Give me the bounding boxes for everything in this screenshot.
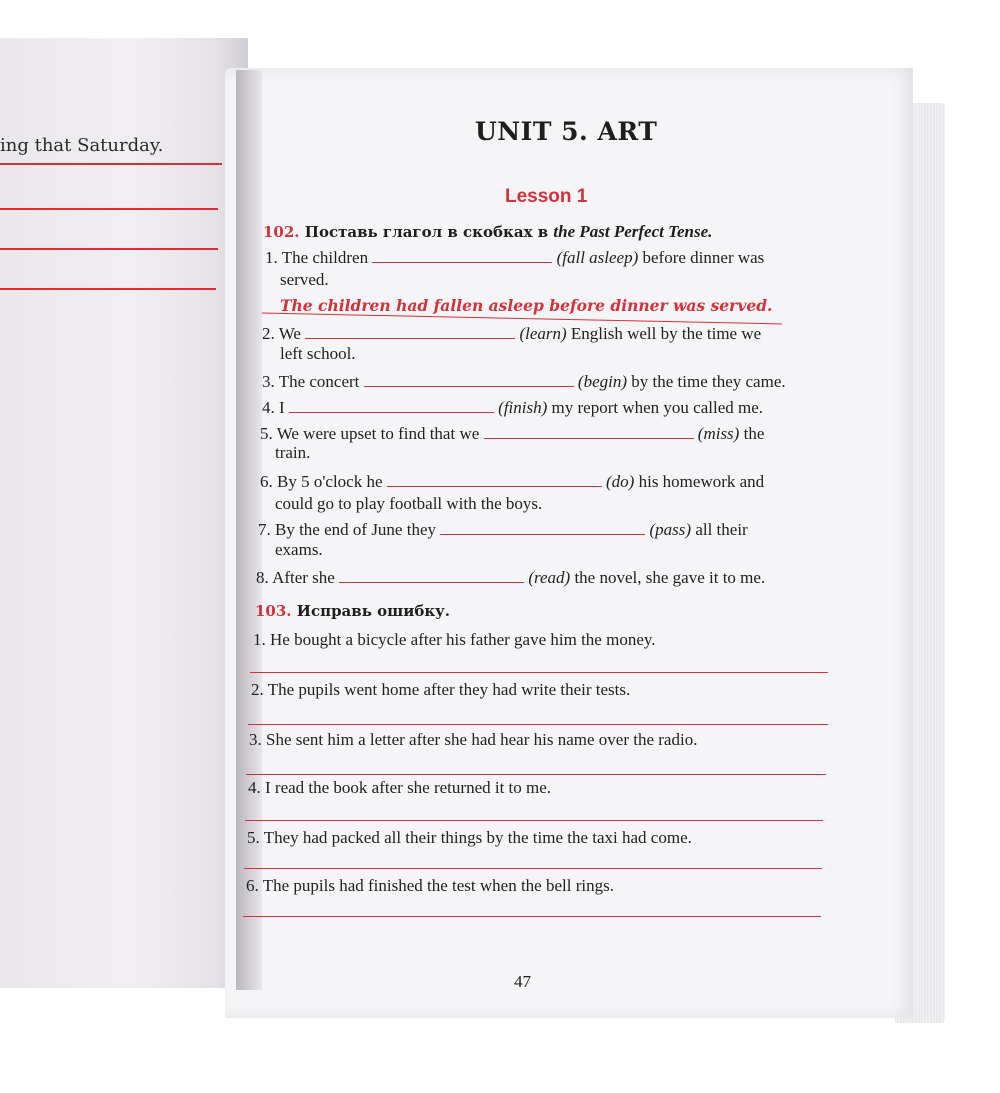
item-number: 1. — [253, 630, 266, 649]
page-number: 47 — [514, 972, 531, 991]
task-instruction: Поставь глагол в скобках в — [304, 223, 549, 241]
item-continuation: left school. — [280, 344, 356, 363]
item-text: The pupils went home after they had write their tests. — [267, 680, 631, 699]
verb-hint: (do) — [606, 472, 635, 491]
verb-hint: (begin) — [577, 372, 627, 391]
item-text: my report when you called me. — [551, 398, 764, 417]
item-text: English well by the time we — [570, 324, 762, 343]
item-text: After she — [272, 568, 335, 587]
item-text: By 5 o'clock he — [277, 472, 383, 491]
answer-line — [0, 248, 218, 250]
fill-blank[interactable] — [339, 566, 524, 583]
item-text: I — [279, 398, 285, 417]
exercise-item — [260, 470, 764, 492]
verb-hint: (read) — [528, 568, 571, 587]
answer-line — [0, 288, 216, 290]
item-number: 6. — [260, 472, 273, 491]
item-number: 2. — [262, 324, 275, 343]
item-text: The pupils had finished the test when the bell rings. — [262, 876, 614, 895]
item-continuation: served. — [280, 270, 329, 289]
item-text: by the time they came. — [631, 372, 786, 391]
item-text: The concert — [278, 372, 360, 391]
exercise-item — [246, 876, 614, 896]
exercise-item — [262, 322, 761, 344]
item-number: 6. — [246, 876, 259, 895]
item-text: The children — [281, 248, 369, 267]
item-text: We were upset to find that we — [276, 424, 480, 443]
answer-line — [0, 208, 218, 210]
unit-title: UNIT 5. ART — [475, 117, 658, 146]
item-text: They had packed all their things by the time the taxi had come. — [263, 828, 692, 847]
answer-line[interactable] — [250, 672, 828, 673]
sample-answer: The children had fallen asleep before dinner was served. — [280, 296, 773, 315]
item-number: 5. — [247, 828, 260, 847]
item-number: 4. — [262, 398, 275, 417]
item-number: 8. — [256, 568, 269, 587]
fill-blank[interactable] — [289, 396, 494, 413]
task-103-header — [255, 602, 450, 620]
fill-blank[interactable] — [484, 422, 694, 439]
fill-blank[interactable] — [372, 246, 552, 263]
verb-hint: (pass) — [649, 520, 692, 539]
item-text: all their — [695, 520, 748, 539]
verb-hint: (fall asleep) — [556, 248, 639, 267]
item-number: 3. — [249, 730, 262, 749]
left-page-text: ing that Saturday. — [0, 135, 164, 156]
exercise-item — [262, 396, 763, 418]
answer-line[interactable] — [245, 820, 823, 821]
item-text: She sent him a letter after she had hear his name over the radio. — [266, 730, 698, 749]
item-text: his homework and — [638, 472, 765, 491]
exercise-item — [258, 518, 748, 540]
task-instruction: Исправь ошибку. — [296, 602, 451, 620]
item-number: 5. — [260, 424, 273, 443]
item-text: He bought a bicycle after his father gave him the money. — [270, 630, 656, 649]
exercise-item — [247, 828, 692, 848]
task-102-header — [263, 222, 712, 242]
item-number: 7. — [258, 520, 271, 539]
item-text: the — [743, 424, 765, 443]
item-continuation: could go to play football with the boys. — [275, 494, 543, 513]
exercise-item — [251, 680, 630, 700]
item-number: 1. — [265, 248, 278, 267]
task-number: 102. — [263, 223, 300, 241]
exercise-item — [262, 370, 786, 392]
exercise-item — [249, 730, 697, 750]
item-continuation: train. — [275, 443, 311, 462]
answer-line[interactable] — [246, 774, 826, 775]
lesson-title: Lesson 1 — [505, 186, 588, 207]
answer-line[interactable] — [248, 724, 828, 725]
verb-hint: (miss) — [697, 424, 740, 443]
exercise-item — [265, 246, 764, 268]
item-number: 2. — [251, 680, 264, 699]
item-number: 4. — [248, 778, 261, 797]
verb-hint: (finish) — [498, 398, 548, 417]
exercise-item — [248, 778, 551, 798]
item-number: 3. — [262, 372, 275, 391]
exercise-item — [260, 422, 764, 444]
item-text: I read the book after she returned it to me. — [265, 778, 552, 797]
item-text: the novel, she gave it to me. — [574, 568, 766, 587]
task-number: 103. — [255, 602, 292, 620]
item-continuation: exams. — [275, 540, 323, 559]
fill-blank[interactable] — [440, 518, 645, 535]
answer-line — [0, 163, 222, 165]
fill-blank[interactable] — [305, 322, 515, 339]
verb-hint: (learn) — [519, 324, 567, 343]
item-text: before dinner was — [642, 248, 765, 267]
fill-blank[interactable] — [364, 370, 574, 387]
task-tense: the Past Perfect Tense. — [553, 222, 713, 241]
item-text: We — [278, 324, 301, 343]
exercise-item — [253, 630, 656, 650]
left-page — [0, 38, 248, 988]
item-text: By the end of June they — [275, 520, 436, 539]
answer-line[interactable] — [244, 868, 822, 869]
fill-blank[interactable] — [387, 470, 602, 487]
exercise-item — [256, 566, 765, 588]
answer-line[interactable] — [243, 916, 821, 917]
